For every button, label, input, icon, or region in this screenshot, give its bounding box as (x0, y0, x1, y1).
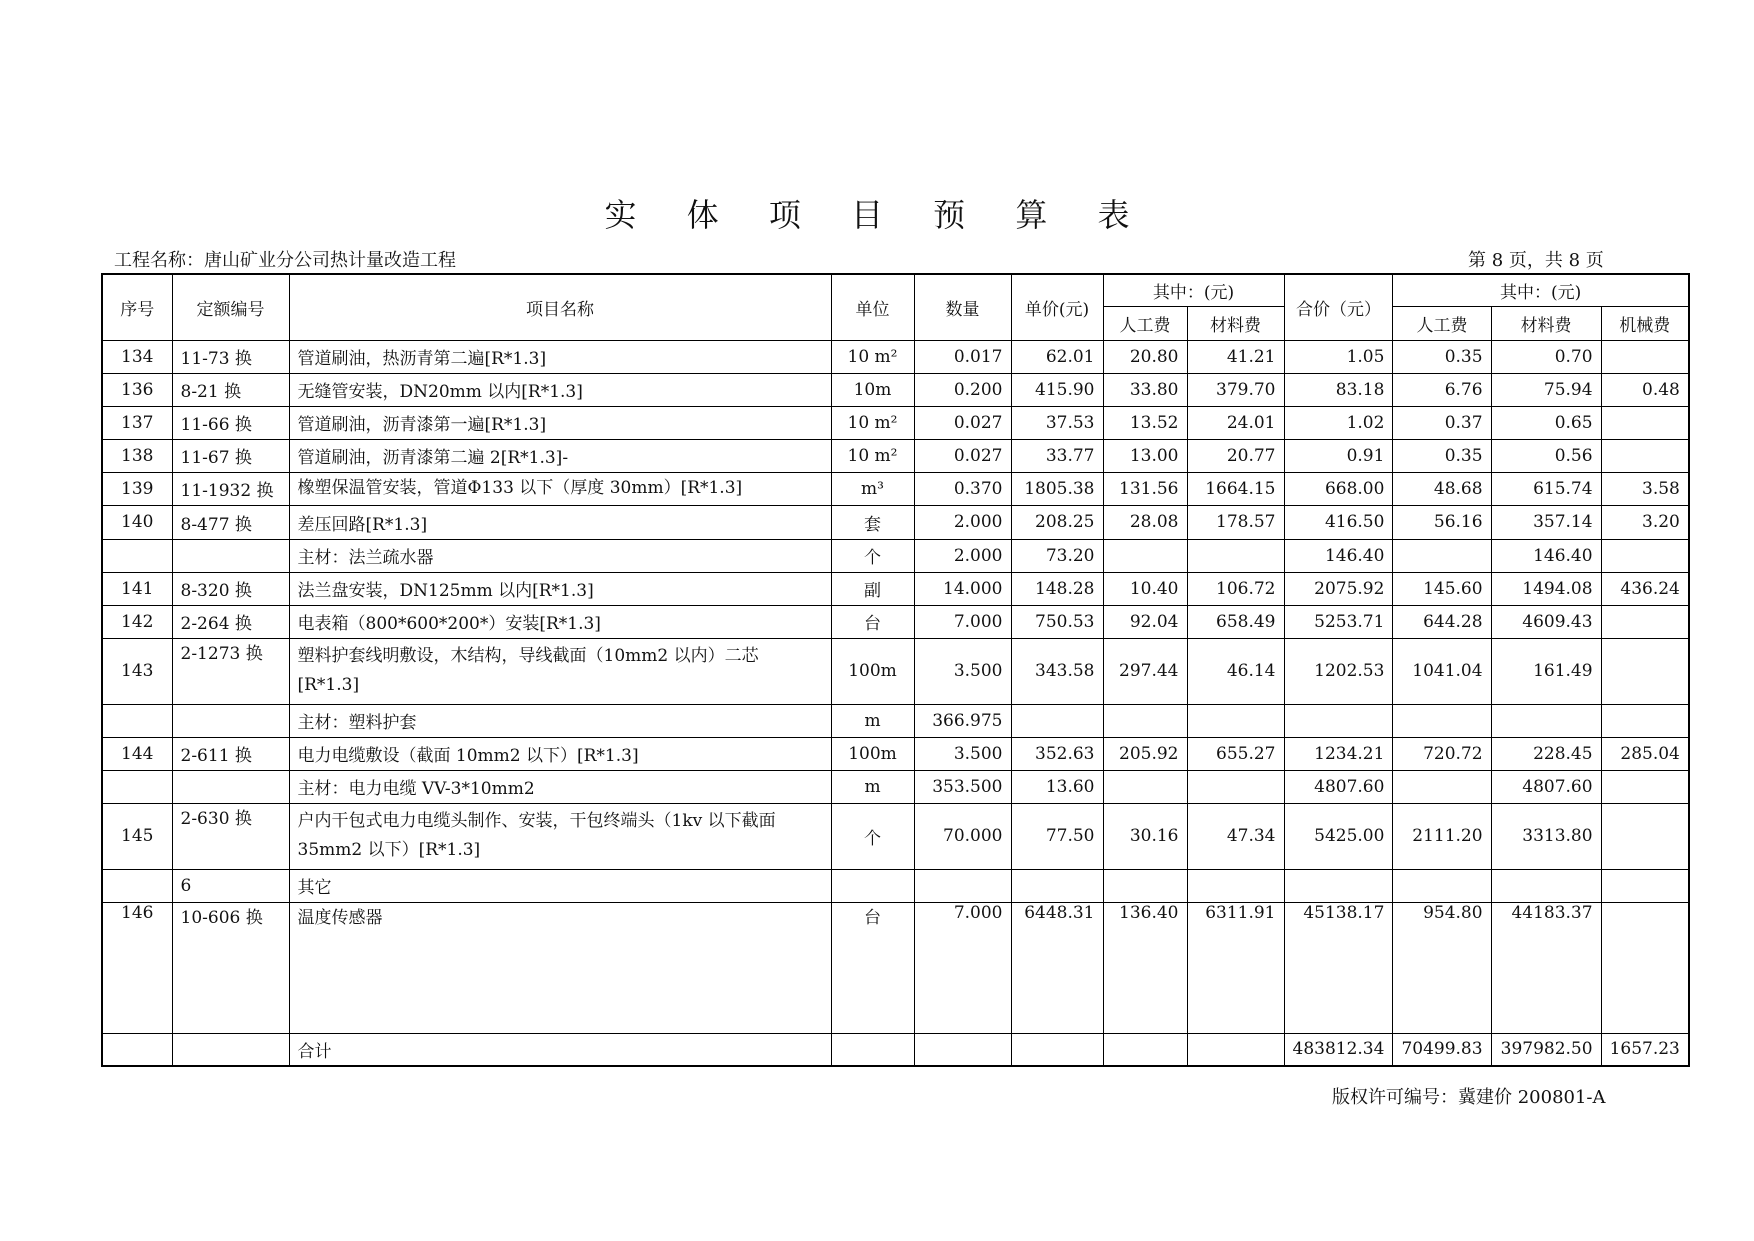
cell-material1: 47.34 (1187, 803, 1284, 869)
cell-machine2: 436.24 (1601, 572, 1689, 605)
cell-labor1: 13.00 (1103, 439, 1187, 472)
summary-row (102, 1033, 1689, 1066)
cell-seq: 142 (102, 605, 172, 638)
cell-material1: 655.27 (1187, 737, 1284, 770)
cell-material2 (1491, 704, 1601, 737)
cell-unit: 10 m² (831, 406, 914, 439)
cell-machine2 (1601, 406, 1689, 439)
cell-seq: 137 (102, 406, 172, 439)
cell-total: 5425.00 (1284, 803, 1393, 869)
cell-total: 83.18 (1284, 373, 1393, 406)
summary-total: 483812.34 (1284, 1033, 1393, 1066)
cell-price: 1805.38 (1011, 472, 1103, 505)
cell-unit: 10 m² (831, 340, 914, 373)
cell-material1 (1187, 770, 1284, 803)
cell-unit: 套 (831, 505, 914, 539)
cell-qty (914, 869, 1011, 902)
header-machine2: 机械费 (1601, 306, 1689, 340)
table-row (102, 770, 1689, 803)
cell-labor1: 131.56 (1103, 472, 1187, 505)
cell-name: 无缝管安装，DN20mm 以内[R*1.3] (289, 373, 831, 406)
cell-material1: 41.21 (1187, 340, 1284, 373)
project-name: 工程名称：唐山矿业分公司热计量改造工程 (114, 250, 456, 271)
cell-name: 管道刷油，沥青漆第一遍[R*1.3] (289, 406, 831, 439)
cell-code (172, 770, 289, 803)
table-row (102, 803, 1689, 869)
cell-machine2 (1601, 704, 1689, 737)
cell-machine2: 3.58 (1601, 472, 1689, 505)
cell-seq: 145 (102, 803, 172, 869)
cell-qty: 3.500 (914, 638, 1011, 704)
cell-labor1: 297.44 (1103, 638, 1187, 704)
cell-price: 6448.31 (1011, 902, 1103, 1033)
cell-total (1284, 704, 1393, 737)
cell-seq: 138 (102, 439, 172, 472)
cell-labor2: 2111.20 (1393, 803, 1491, 869)
cell-price: 62.01 (1011, 340, 1103, 373)
cell-material1: 6311.91 (1187, 902, 1284, 1033)
cell-unit: m (831, 704, 914, 737)
cell-labor2 (1393, 869, 1491, 902)
cell-name: 电力电缆敷设（截面 10mm2 以下）[R*1.3] (289, 737, 831, 770)
cell-seq (102, 704, 172, 737)
cell-labor1: 30.16 (1103, 803, 1187, 869)
cell-qty: 7.000 (914, 902, 1011, 1033)
cell-seq: 141 (102, 572, 172, 605)
cell-qty: 366.975 (914, 704, 1011, 737)
cell-code: 2-630 换 (172, 803, 289, 869)
table-row (102, 638, 1689, 704)
cell-price: 352.63 (1011, 737, 1103, 770)
cell-labor1: 10.40 (1103, 572, 1187, 605)
cell-labor1: 28.08 (1103, 505, 1187, 539)
cell-unit: 10m (831, 373, 914, 406)
cell-material2: 228.45 (1491, 737, 1601, 770)
cell-unit: m (831, 770, 914, 803)
cell-labor2 (1393, 704, 1491, 737)
cell-price: 37.53 (1011, 406, 1103, 439)
cell-material2: 0.70 (1491, 340, 1601, 373)
cell-qty: 0.370 (914, 472, 1011, 505)
cell-price: 13.60 (1011, 770, 1103, 803)
cell-material1: 1664.15 (1187, 472, 1284, 505)
cell-labor2 (1393, 539, 1491, 572)
cell-material2: 75.94 (1491, 373, 1601, 406)
cell-name: 主材：塑料护套 (289, 704, 831, 737)
cell-machine2: 0.48 (1601, 373, 1689, 406)
cell-total (1284, 869, 1393, 902)
cell-code: 2-1273 换 (172, 638, 289, 704)
header-labor1: 人工费 (1103, 306, 1187, 340)
cell-seq (102, 770, 172, 803)
cell-seq: 139 (102, 472, 172, 505)
cell-name: 橡塑保温管安装，管道Φ133 以下（厚度 30mm）[R*1.3] (289, 472, 831, 505)
table-row (102, 572, 1689, 605)
cell-code: 10-606 换 (172, 902, 289, 1033)
cell-total: 4807.60 (1284, 770, 1393, 803)
cell-material2 (1491, 869, 1601, 902)
summary-code (172, 1033, 289, 1066)
cell-price: 33.77 (1011, 439, 1103, 472)
table-row (102, 737, 1689, 770)
table-row (102, 406, 1689, 439)
cell-labor1: 205.92 (1103, 737, 1187, 770)
cell-labor2: 1041.04 (1393, 638, 1491, 704)
summary-label: 合计 (289, 1033, 831, 1066)
cell-machine2 (1601, 439, 1689, 472)
header-group2: 其中：(元) (1393, 274, 1689, 306)
cell-material2: 3313.80 (1491, 803, 1601, 869)
cell-seq: 143 (102, 638, 172, 704)
cell-machine2 (1601, 869, 1689, 902)
cell-material2: 161.49 (1491, 638, 1601, 704)
cell-qty: 0.027 (914, 439, 1011, 472)
cell-name: 管道刷油，沥青漆第二遍 2[R*1.3]- (289, 439, 831, 472)
cell-name: 管道刷油，热沥青第二遍[R*1.3] (289, 340, 831, 373)
cell-total: 668.00 (1284, 472, 1393, 505)
cell-code (172, 539, 289, 572)
summary-material1 (1187, 1033, 1284, 1066)
cell-unit: 个 (831, 803, 914, 869)
cell-price: 415.90 (1011, 373, 1103, 406)
cell-total: 416.50 (1284, 505, 1393, 539)
cell-labor2: 56.16 (1393, 505, 1491, 539)
cell-labor2: 145.60 (1393, 572, 1491, 605)
cell-price: 77.50 (1011, 803, 1103, 869)
header-code: 定额编号 (172, 274, 289, 340)
summary-material2: 397982.50 (1491, 1033, 1601, 1066)
summary-qty (914, 1033, 1011, 1066)
cell-seq: 136 (102, 373, 172, 406)
cell-price: 148.28 (1011, 572, 1103, 605)
cell-price: 343.58 (1011, 638, 1103, 704)
cell-code: 2-264 换 (172, 605, 289, 638)
cell-labor2: 720.72 (1393, 737, 1491, 770)
table-row (102, 704, 1689, 737)
summary-unit (831, 1033, 914, 1066)
cell-name: 电表箱（800*600*200*）安装[R*1.3] (289, 605, 831, 638)
summary-price (1011, 1033, 1103, 1066)
cell-code: 11-73 换 (172, 340, 289, 373)
cell-labor1: 13.52 (1103, 406, 1187, 439)
cell-total: 146.40 (1284, 539, 1393, 572)
cell-qty: 2.000 (914, 505, 1011, 539)
cell-name: 温度传感器 (289, 902, 831, 1033)
cell-material2: 4609.43 (1491, 605, 1601, 638)
cell-code: 8-477 换 (172, 505, 289, 539)
header-price: 单价(元) (1011, 274, 1103, 340)
cell-machine2 (1601, 803, 1689, 869)
cell-machine2 (1601, 638, 1689, 704)
cell-labor1: 20.80 (1103, 340, 1187, 373)
header-material1: 材料费 (1187, 306, 1284, 340)
cell-material2: 0.65 (1491, 406, 1601, 439)
header-group1: 其中：(元) (1103, 274, 1284, 306)
cell-total: 1.02 (1284, 406, 1393, 439)
table-row (102, 869, 1689, 902)
cell-code: 11-66 换 (172, 406, 289, 439)
cell-machine2 (1601, 539, 1689, 572)
cell-price: 73.20 (1011, 539, 1103, 572)
cell-material2: 0.56 (1491, 439, 1601, 472)
cell-labor2: 0.37 (1393, 406, 1491, 439)
header-total: 合价（元） (1284, 274, 1393, 340)
table-row (102, 373, 1689, 406)
header-material2: 材料费 (1491, 306, 1601, 340)
cell-labor2 (1393, 770, 1491, 803)
cell-seq: 140 (102, 505, 172, 539)
cell-labor2: 0.35 (1393, 439, 1491, 472)
cell-labor2: 6.76 (1393, 373, 1491, 406)
cell-seq (102, 539, 172, 572)
cell-qty: 0.200 (914, 373, 1011, 406)
cell-name: 塑料护套线明敷设，木结构，导线截面（10mm2 以内）二芯 [R*1.3] (289, 638, 831, 704)
cell-material1: 20.77 (1187, 439, 1284, 472)
cell-name: 差压回路[R*1.3] (289, 505, 831, 539)
cell-labor2: 0.35 (1393, 340, 1491, 373)
cell-labor2: 48.68 (1393, 472, 1491, 505)
cell-labor1: 33.80 (1103, 373, 1187, 406)
cell-labor1: 136.40 (1103, 902, 1187, 1033)
cell-machine2 (1601, 770, 1689, 803)
cell-name: 主材：电力电缆 VV-3*10mm2 (289, 770, 831, 803)
cell-labor2: 644.28 (1393, 605, 1491, 638)
cell-total: 1202.53 (1284, 638, 1393, 704)
cell-machine2: 285.04 (1601, 737, 1689, 770)
cell-machine2 (1601, 340, 1689, 373)
cell-machine2: 3.20 (1601, 505, 1689, 539)
cell-machine2 (1601, 605, 1689, 638)
cell-qty: 7.000 (914, 605, 1011, 638)
cell-material2: 357.14 (1491, 505, 1601, 539)
table-row (102, 340, 1689, 373)
table-row (102, 902, 1689, 1033)
cell-price (1011, 869, 1103, 902)
cell-total: 2075.92 (1284, 572, 1393, 605)
cell-unit: 台 (831, 605, 914, 638)
cell-material1 (1187, 704, 1284, 737)
cell-material1: 106.72 (1187, 572, 1284, 605)
cell-material1 (1187, 539, 1284, 572)
cell-unit: 副 (831, 572, 914, 605)
page-title: 实 体 项 目 预 算 表 (604, 196, 1150, 234)
budget-table (101, 273, 1690, 1067)
summary-labor2: 70499.83 (1393, 1033, 1491, 1066)
table-row (102, 605, 1689, 638)
cell-unit (831, 869, 914, 902)
cell-qty: 3.500 (914, 737, 1011, 770)
cell-qty: 2.000 (914, 539, 1011, 572)
cell-code: 11-67 换 (172, 439, 289, 472)
cell-material1: 178.57 (1187, 505, 1284, 539)
cell-labor1 (1103, 869, 1187, 902)
cell-material1: 46.14 (1187, 638, 1284, 704)
cell-labor1 (1103, 539, 1187, 572)
cell-labor2: 954.80 (1393, 902, 1491, 1033)
cell-material2: 44183.37 (1491, 902, 1601, 1033)
cell-unit: 台 (831, 902, 914, 1033)
cell-code: 6 (172, 869, 289, 902)
cell-price (1011, 704, 1103, 737)
cell-code (172, 704, 289, 737)
cell-name: 其它 (289, 869, 831, 902)
cell-unit: m³ (831, 472, 914, 505)
cell-qty: 353.500 (914, 770, 1011, 803)
cell-price: 750.53 (1011, 605, 1103, 638)
table-row (102, 505, 1689, 539)
cell-code: 8-21 换 (172, 373, 289, 406)
cell-material2: 615.74 (1491, 472, 1601, 505)
cell-name: 户内干包式电力电缆头制作、安装，干包终端头（1kv 以下截面 35mm2 以下）[R*1.3] (289, 803, 831, 869)
header-name: 项目名称 (289, 274, 831, 340)
cell-seq (102, 869, 172, 902)
cell-code: 11-1932 换 (172, 472, 289, 505)
summary-machine2: 1657.23 (1601, 1033, 1689, 1066)
cell-name: 主材：法兰疏水器 (289, 539, 831, 572)
cell-total: 1234.21 (1284, 737, 1393, 770)
cell-total: 45138.17 (1284, 902, 1393, 1033)
cell-unit: 10 m² (831, 439, 914, 472)
cell-price: 208.25 (1011, 505, 1103, 539)
cell-total: 0.91 (1284, 439, 1393, 472)
cell-name: 法兰盘安装，DN125mm 以内[R*1.3] (289, 572, 831, 605)
header-unit: 单位 (831, 274, 914, 340)
cell-qty: 70.000 (914, 803, 1011, 869)
cell-unit: 100m (831, 737, 914, 770)
cell-material1: 379.70 (1187, 373, 1284, 406)
cell-code: 8-320 换 (172, 572, 289, 605)
cell-material1: 658.49 (1187, 605, 1284, 638)
cell-total: 5253.71 (1284, 605, 1393, 638)
cell-unit: 个 (831, 539, 914, 572)
cell-machine2 (1601, 902, 1689, 1033)
cell-seq: 144 (102, 737, 172, 770)
cell-seq: 146 (102, 902, 172, 1033)
cell-material1 (1187, 869, 1284, 902)
cell-labor1 (1103, 704, 1187, 737)
summary-seq (102, 1033, 172, 1066)
cell-material2: 1494.08 (1491, 572, 1601, 605)
cell-qty: 14.000 (914, 572, 1011, 605)
cell-qty: 0.017 (914, 340, 1011, 373)
cell-total: 1.05 (1284, 340, 1393, 373)
cell-qty: 0.027 (914, 406, 1011, 439)
cell-seq: 134 (102, 340, 172, 373)
cell-material1: 24.01 (1187, 406, 1284, 439)
cell-unit: 100m (831, 638, 914, 704)
cell-labor1: 92.04 (1103, 605, 1187, 638)
table-row (102, 539, 1689, 572)
cell-material2: 146.40 (1491, 539, 1601, 572)
cell-code: 2-611 换 (172, 737, 289, 770)
cell-labor1 (1103, 770, 1187, 803)
header-seq: 序号 (102, 274, 172, 340)
cell-material2: 4807.60 (1491, 770, 1601, 803)
summary-labor1 (1103, 1033, 1187, 1066)
table-row (102, 472, 1689, 505)
copyright-note: 版权许可编号：冀建价 200801-A (1332, 1087, 1606, 1108)
table-body (102, 340, 1689, 1033)
header-qty: 数量 (914, 274, 1011, 340)
table-row (102, 439, 1689, 472)
header-labor2: 人工费 (1393, 306, 1491, 340)
page-info: 第 8 页，共 8 页 (1468, 250, 1604, 271)
